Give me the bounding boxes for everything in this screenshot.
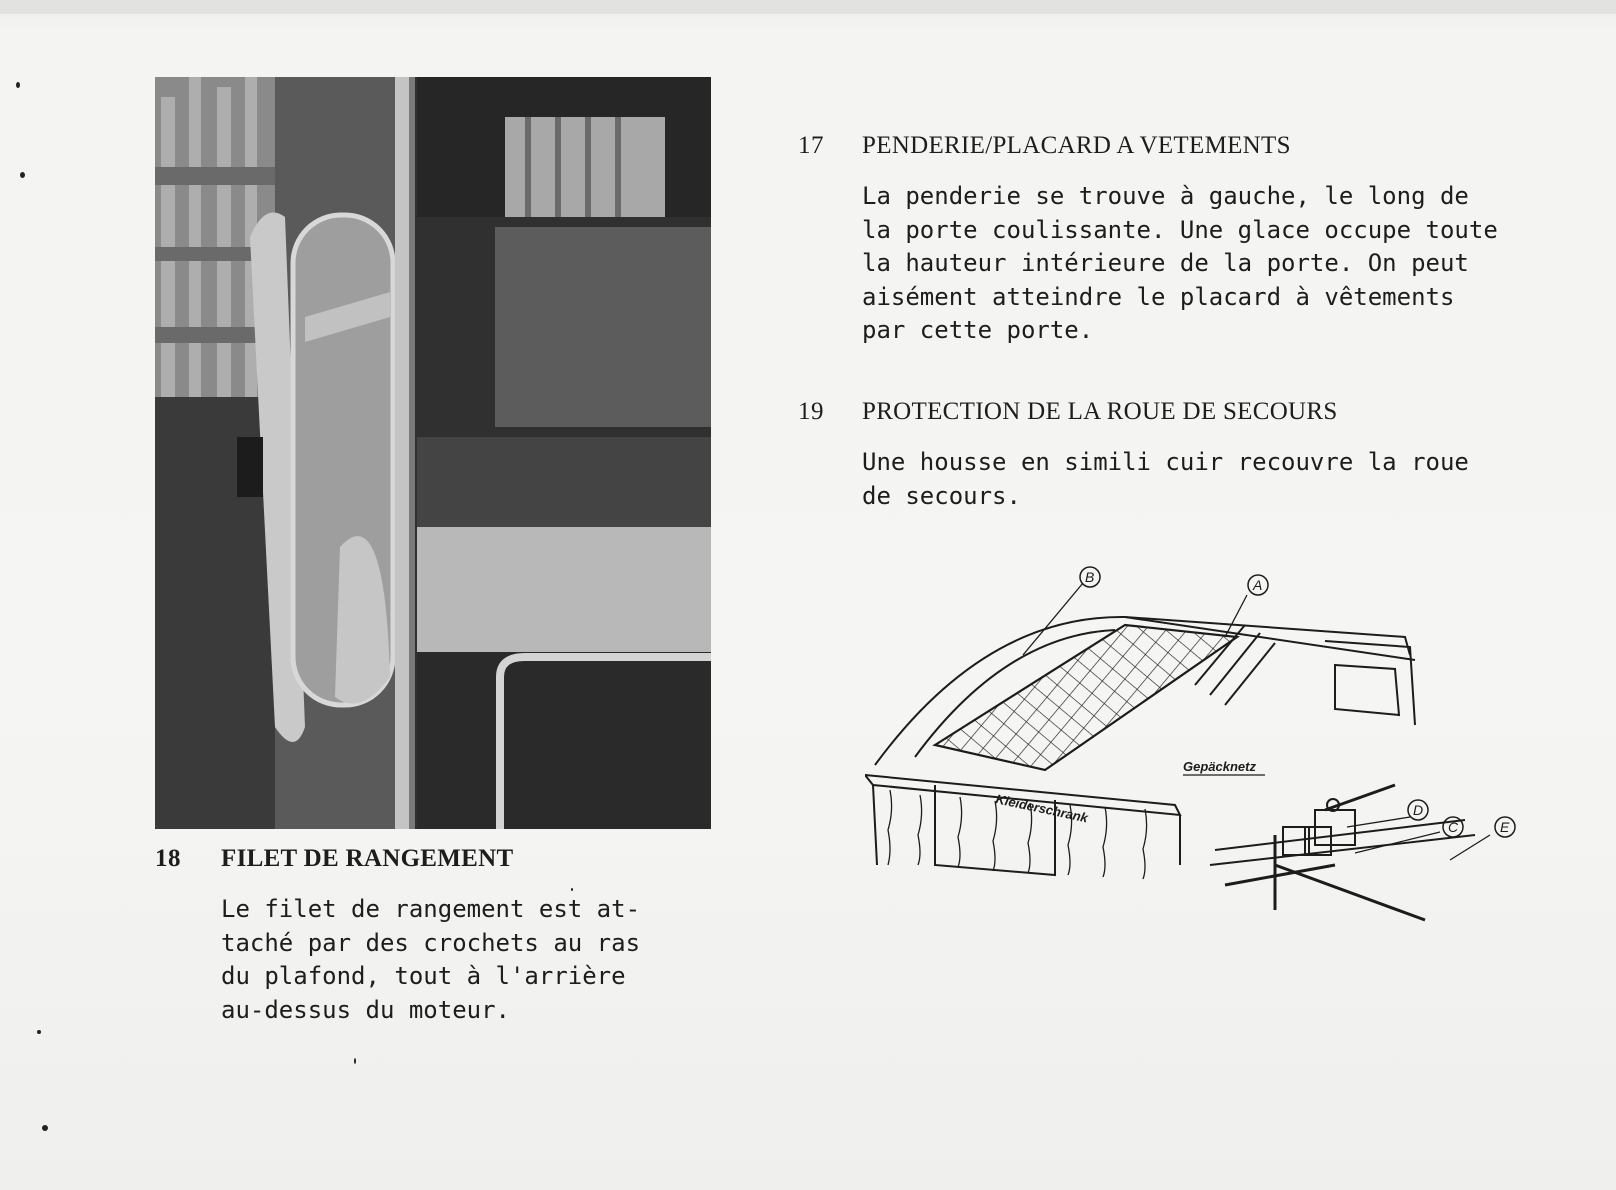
body-line: du plafond, tout à l'arrière [221, 962, 626, 990]
callout-markers [1080, 567, 1515, 837]
callout-label-e: E [1500, 819, 1510, 835]
body-line: au-dessus du moteur. [221, 995, 510, 1024]
net-label: Gepäcknetz [1183, 759, 1256, 774]
storage-net [935, 625, 1237, 770]
callout-label-d: D [1413, 802, 1424, 818]
body-line: taché par des crochets au ras [221, 928, 641, 957]
hook-detail [1210, 785, 1475, 920]
section-title: PROTECTION DE LA ROUE DE SECOURS [862, 398, 1338, 425]
body-line: aisément atteindre le placard à vêtements [862, 282, 1455, 311]
scan-speck [20, 172, 25, 178]
section-body [221, 893, 640, 1027]
scan-speck [37, 1030, 41, 1034]
scan-speck [16, 82, 20, 88]
section-body [862, 180, 1498, 348]
scan-speck [354, 1058, 356, 1064]
section-body [862, 446, 1469, 513]
section-title: PENDERIE/PLACARD A VETEMENTS [862, 132, 1291, 159]
body-line: la porte coulissante. Une glace occupe toute [862, 215, 1498, 244]
wardrobe-photo [155, 77, 711, 829]
section-title: FILET DE RANGEMENT [221, 845, 514, 872]
body-line: la hauteur intérieure de la porte. On peut [862, 249, 1469, 277]
callout-label-a: A [1253, 577, 1263, 593]
section-number: 18 [155, 845, 181, 872]
section-number: 17 [798, 132, 824, 159]
scan-speck [42, 1125, 48, 1131]
body-line: Le filet de rangement est at- [221, 895, 641, 923]
body-line: par cette porte. [862, 316, 1094, 344]
body-line: Une housse en simili cuir recouvre la roue [862, 448, 1469, 476]
section-number: 19 [798, 398, 824, 425]
callout-label-b: B [1085, 569, 1095, 585]
scan-speck [571, 888, 573, 891]
body-line: de secours. [862, 481, 1021, 510]
wardrobe-label: Kleiderschrank [994, 791, 1090, 826]
paper-top-edge [0, 0, 1616, 14]
body-line: La penderie se trouve à gauche, le long de [862, 182, 1469, 210]
luggage-net-diagram [865, 565, 1605, 970]
callout-label-c: C [1448, 819, 1459, 835]
